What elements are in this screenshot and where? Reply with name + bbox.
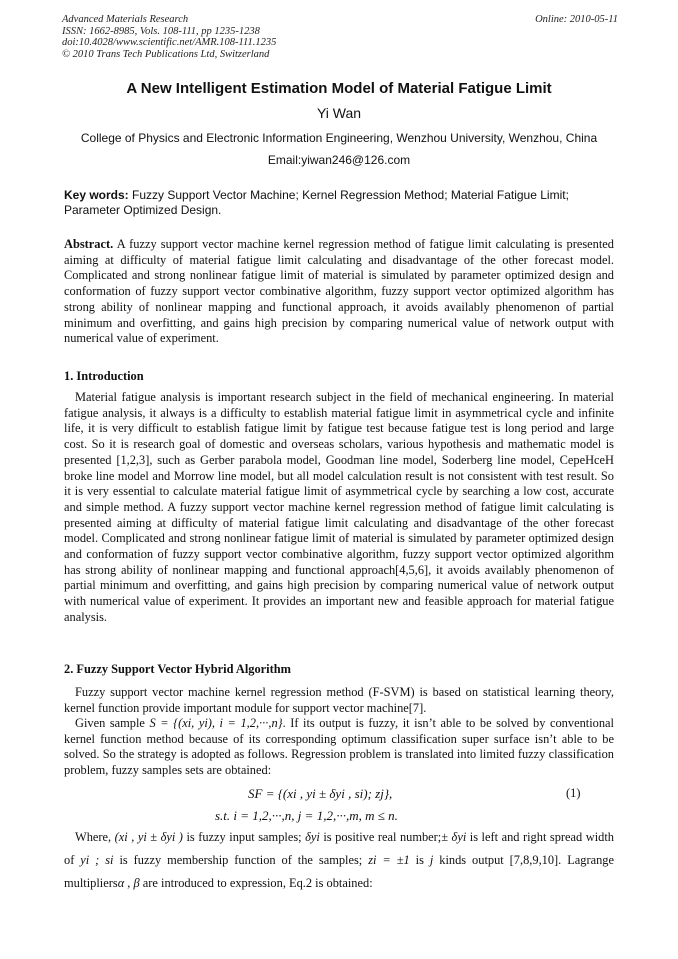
journal-name: Advanced Materials Research — [62, 14, 189, 25]
abstract — [64, 237, 614, 347]
fsvm-paragraph-2 — [64, 716, 614, 779]
para3-text-c: is left and right spread width of — [64, 830, 614, 867]
y-s-symbol: yi ; si — [80, 853, 114, 867]
j-symbol: j — [429, 853, 434, 867]
equation-1-constraint: s.t. i = 1,2,···,n, j = 1,2,···,m, m ≤ n. — [215, 808, 398, 823]
section-heading-introduction: 1. Introduction — [64, 369, 144, 383]
author-name: Yi Wan — [316, 105, 362, 121]
sample-set-formula: S = {(xi, yi), i = 1,2,···,n} — [149, 716, 283, 730]
doi-line[interactable]: doi:10.4028/www.scientific.net/AMR.108-111.1235 — [62, 37, 277, 49]
keywords-text: Fuzzy Support Vector Machine; Kernel Regression Method; Material Fatigue Limit; Parameter Optimized Design. — [64, 188, 569, 217]
delta-symbol: δyi — [305, 830, 320, 844]
section-heading-fsvm: 2. Fuzzy Support Vector Hybrid Algorithm — [64, 662, 291, 676]
paper-title: A New Intelligent Estimation Model of Material Fatigue Limit — [126, 80, 552, 97]
keywords — [64, 188, 614, 218]
online-date: Online: 2010-05-11 — [535, 14, 618, 25]
author-email[interactable]: Email:yiwan246@126.com — [267, 153, 411, 167]
where-label: Where, — [75, 830, 112, 844]
para3-text-f: kinds output [7,8,9,10]. Lagrange multipliers — [64, 853, 614, 890]
para3-text-g: are introduced to expression, Eq.2 is obtained: — [142, 876, 373, 890]
issn-line: ISSN: 1662-8985, Vols. 108-111, pp 1235-1238 — [62, 25, 260, 37]
fsvm-paragraph-1: Fuzzy support vector machine kernel regression method (F-SVM) is based on statistical learning theory, kernel function provide important module for support vector machine[7]. — [64, 685, 614, 715]
keywords-label: Key words: — [64, 188, 129, 202]
para2-text-a: Given sample — [75, 716, 145, 730]
abstract-label: Abstract. — [64, 237, 114, 251]
copyright-line: © 2010 Trans Tech Publications Ltd, Switzerland — [62, 48, 270, 60]
alpha-beta-symbol: α , β — [117, 876, 140, 890]
introduction-paragraph: Material fatigue analysis is important research subject in the field of mechanical engineering. In material fatigue analysis, it always is a difficulty to establish material fatigue limit in asymmetrical cycle and infinite life, it is very difficult to establish fatigue limit by fatigue test because fatigue test is long period and large cost. So it is research goal of domestic and overseas scholars, various hypothesis and mathematic model is presented [1,2,3], such as Gerber parabola model, Goodman line model, Soderberg line model, CepeHceH broke line model and Morrow line model, but all model calculation result is not consistent with test result. So it is very essential to calculate material fatigue limit of asymmetrical cycle by searching a low cost, accurate and simple method. A fuzzy support vector machine kernel regression method of fatigue limit calculating is presented aiming at difficulty of material fatigue limit calculating and disadvantage of the other forecast model. Complicated and strong nonlinear fatigue limit of material is simulated by parameter optimized design and conformation of fuzzy support vector combinative algorithm, fuzzy support vector optimized algorithm has strong ability of nonlinear mapping and functional approach[4,5,6], it avoids availably phenomenon of partial minimum and overfitting, and gains high precision by comparing numerical value of network output with numerical value of experiment. It provides an important new and feasible approach for material fatigue analysis. — [64, 390, 614, 624]
equation-1-number: (1) — [566, 786, 581, 800]
para2-text-b: . If its output is fuzzy, it isn’t able to be solved by conventional kernel function method because of its corresponding optimum classification super surface isn’t able to be solved. So the strategy is adopted as follows. Regression problem is translated into limited fuzzy classification problem, fuzzy samples sets are obtained: — [64, 716, 614, 778]
fuzzy-input-symbol: (xi , yi ± δyi ) — [114, 830, 183, 844]
fsvm-paragraph-3 — [64, 826, 614, 895]
para3-text-e: is — [415, 853, 424, 867]
z-symbol: zi = ±1 — [368, 853, 410, 867]
abstract-text: A fuzzy support vector machine kernel regression method of fatigue limit calculating is presented aiming at difficulty of material fatigue limit calculating and disadvantage of the other forecast model. Complicated and strong nonlinear fatigue limit of material is simulated by parameter optimized design and conformation of fuzzy support vector combinative algorithm, fuzzy support vector optimized algorithm has strong ability of nonlinear mapping and functional approach, it avoids availably phenomenon of partial minimum and overfitting, and gains high precision by comparing numerical value of network output with numerical value of experiment. — [64, 237, 614, 346]
para3-text-a: is fuzzy input samples; — [186, 830, 302, 844]
pm-delta-symbol: ± δyi — [441, 830, 467, 844]
author-affiliation: College of Physics and Electronic Information Engineering, Wenzhou University, Wenzhou, China — [80, 131, 598, 145]
para3-text-b: is positive real number; — [323, 830, 442, 844]
para3-text-d: is fuzzy membership function of the samples; — [119, 853, 363, 867]
journal-header — [62, 14, 618, 60]
equation-1: SF = {(xi , yi ± δyi , si); zj}, — [248, 786, 393, 801]
